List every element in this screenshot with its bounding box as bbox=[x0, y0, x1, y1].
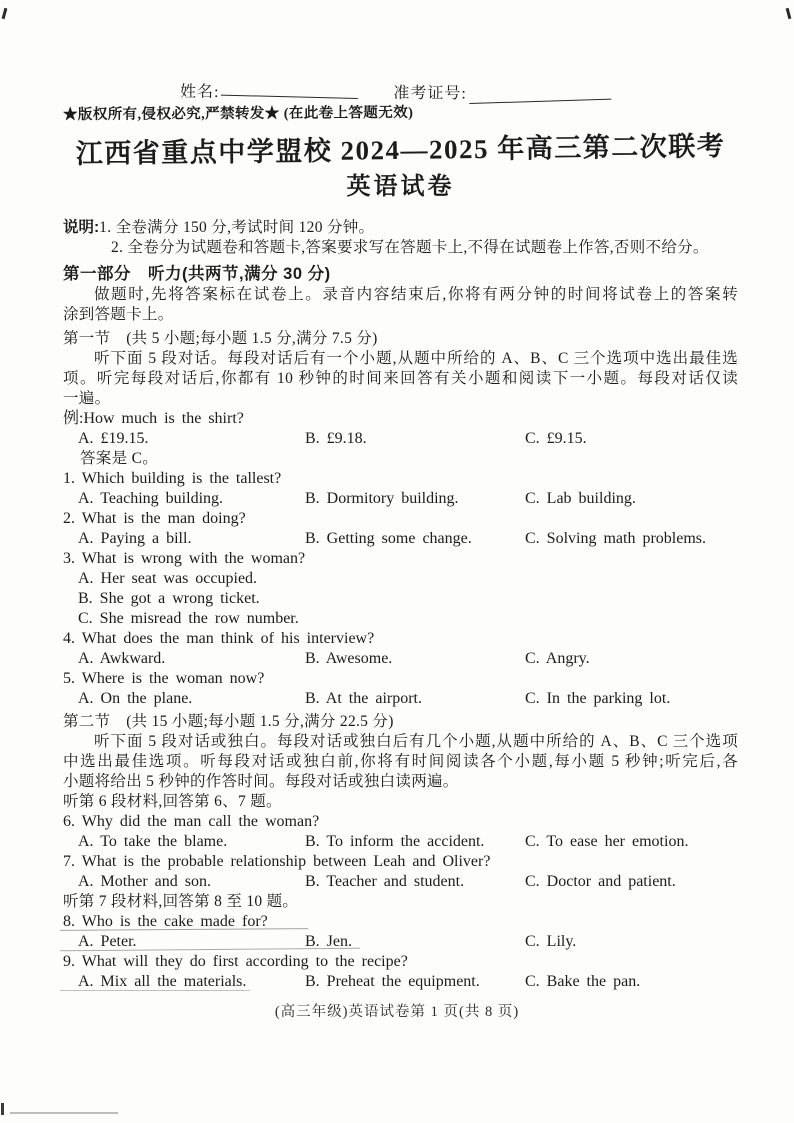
question-5-option-c: C. In the parking lot. bbox=[525, 690, 671, 707]
question-4-option-c: C. Angry. bbox=[525, 650, 590, 667]
name-label: 姓名: bbox=[179, 83, 220, 101]
question-1-options-row bbox=[63, 489, 738, 509]
example-option-a: A. £19.15. bbox=[78, 430, 149, 447]
question-4-options-row bbox=[63, 649, 738, 669]
question-2-option-b: B. Getting some change. bbox=[305, 530, 472, 547]
question-6-option-b: B. To inform the accident. bbox=[305, 833, 485, 850]
question-5-option-a: A. On the plane. bbox=[78, 690, 193, 707]
scan-corner-mark-top-right bbox=[786, 8, 792, 19]
question-3-option-b: B. She got a wrong ticket. bbox=[78, 590, 260, 607]
question-4-option-a: A. Awkward. bbox=[78, 650, 166, 667]
section2-heading: 第二节 (共 15 小题;每小题 1.5 分,满分 22.5 分) bbox=[63, 713, 394, 730]
scan-corner-mark-top-left bbox=[2, 8, 8, 19]
question-3-option-a: A. Her seat was occupied. bbox=[78, 570, 258, 587]
question-8-text: 8. Who is the cake made for? bbox=[63, 913, 268, 930]
example-prompt: 例:How much is the shirt? bbox=[63, 410, 244, 427]
question-7-text: 7. What is the probable relationship between Leah and Oliver? bbox=[63, 853, 491, 870]
notes-text-1: 1. 全卷满分 150 分,考试时间 120 分钟。 bbox=[99, 219, 375, 236]
copyright-notice: ★版权所有,侵权必究,严禁转发★ (在此卷上答题无效) bbox=[62, 104, 414, 124]
exam-notes-line1 bbox=[63, 218, 738, 238]
notes-label: 说明: bbox=[63, 219, 100, 236]
section2-intro-line3: 小题将给出 5 秒钟的作答时间。每段对话或独白读两遍。 bbox=[63, 773, 459, 790]
question-2-options-row bbox=[63, 529, 738, 549]
section1-intro-line1: 听下面 5 段对话。每段对话后有一个小题,从题中所给的 A、B、C 三个选项中选出最佳选 bbox=[94, 350, 738, 367]
question-6-options-row bbox=[63, 832, 738, 852]
exam-subtitle: 英语试卷 bbox=[346, 174, 455, 200]
example-option-c: C. £9.15. bbox=[525, 430, 587, 447]
question-1-text: 1. Which building is the tallest? bbox=[63, 470, 282, 487]
question-6-option-a: A. To take the blame. bbox=[78, 833, 228, 850]
question-8-option-a: A. Peter. bbox=[78, 933, 137, 950]
question-1-option-c: C. Lab building. bbox=[525, 490, 636, 507]
question-5-option-b: B. At the airport. bbox=[305, 690, 422, 707]
section2-intro-line1: 听下面 5 段对话或独白。每段对话或独白后有几个小题,从题中所给的 A、B、C 三个选项 bbox=[94, 733, 738, 750]
question-7-option-b: B. Teacher and student. bbox=[305, 873, 465, 890]
question-8-options-row bbox=[63, 932, 738, 952]
scan-stray-line-bottom bbox=[10, 1112, 118, 1114]
page-footer: (高三年级)英语试卷第 1 页(共 8 页) bbox=[274, 1004, 520, 1020]
part1-intro-line2: 涂到答题卡上。 bbox=[63, 306, 174, 323]
exam-id-label: 准考证号: bbox=[393, 84, 467, 103]
question-8-option-c: C. Lily. bbox=[525, 933, 577, 950]
question-2-option-c: C. Solving math problems. bbox=[525, 530, 706, 547]
question-4-option-b: B. Awesome. bbox=[305, 650, 393, 667]
question-1-option-b: B. Dormitory building. bbox=[305, 490, 459, 507]
question-9-option-b: B. Preheat the equipment. bbox=[305, 973, 480, 990]
question-3-option-c: C. She misread the row number. bbox=[78, 610, 299, 627]
scan-corner-mark-bottom-left bbox=[1, 1103, 4, 1115]
part1-intro-line1: 做题时,先将答案标在试卷上。录音内容结束后,你将有两分钟的时间将试卷上的答案转 bbox=[94, 286, 738, 303]
page-content bbox=[63, 84, 738, 992]
example-options-row bbox=[63, 429, 738, 449]
question-9-option-c: C. Bake the pan. bbox=[525, 973, 641, 990]
question-2-text: 2. What is the man doing? bbox=[63, 510, 246, 527]
section1-heading: 第一节 (共 5 小题;每小题 1.5 分,满分 7.5 分) bbox=[63, 330, 378, 347]
exam-title: 江西省重点中学盟校 2024—2025 年高三第二次联考 bbox=[75, 131, 726, 169]
question-6-text: 6. Why did the man call the woman? bbox=[63, 813, 320, 830]
question-9-option-a: A. Mix all the materials. bbox=[78, 973, 247, 990]
part1-heading: 第一部分 听力(共两节,满分 30 分) bbox=[63, 265, 331, 283]
question-9-text: 9. What will they do first according to the recipe? bbox=[63, 953, 408, 970]
question-5-text: 5. Where is the woman now? bbox=[63, 670, 265, 687]
section1-intro-line2: 项。听完每段对话后,你都有 10 秒钟的时间来回答有关小题和阅读下一小题。每段对话仅读 bbox=[63, 370, 738, 387]
example-option-b: B. £9.18. bbox=[305, 430, 367, 447]
question-9-options-row bbox=[63, 972, 738, 992]
name-blank-line[interactable] bbox=[221, 82, 358, 99]
exam-notes-line2: 2. 全卷分为试题卷和答题卡,答案要求写在答题卡上,不得在试题卷上作答,否则不给分。 bbox=[111, 239, 709, 256]
example-answer: 答案是 C。 bbox=[80, 450, 159, 467]
question-6-option-c: C. To ease her emotion. bbox=[525, 833, 689, 850]
section1-intro-line3: 一遍。 bbox=[63, 390, 111, 407]
material-7-note: 听第 7 段材料,回答第 8 至 10 题。 bbox=[63, 893, 299, 910]
question-4-text: 4. What does the man think of his interview? bbox=[63, 630, 375, 647]
question-7-options-row bbox=[63, 872, 738, 892]
question-7-option-c: C. Doctor and patient. bbox=[525, 873, 676, 890]
question-2-option-a: A. Paying a bill. bbox=[78, 530, 192, 547]
question-8-option-b: B. Jen. bbox=[305, 933, 352, 950]
question-3-text: 3. What is wrong with the woman? bbox=[63, 550, 306, 567]
question-7-option-a: A. Mother and son. bbox=[78, 873, 211, 890]
section2-intro-line2: 中选出最佳选项。听每段对话或独白前,你将有时间阅读各个小题,每小题 5 秒钟;听完后,各 bbox=[63, 753, 738, 770]
question-5-options-row bbox=[63, 689, 738, 709]
material-6-note: 听第 6 段材料,回答第 6、7 题。 bbox=[63, 793, 282, 810]
exam-id-blank-line[interactable] bbox=[469, 86, 611, 104]
question-1-option-a: A. Teaching building. bbox=[78, 490, 224, 507]
